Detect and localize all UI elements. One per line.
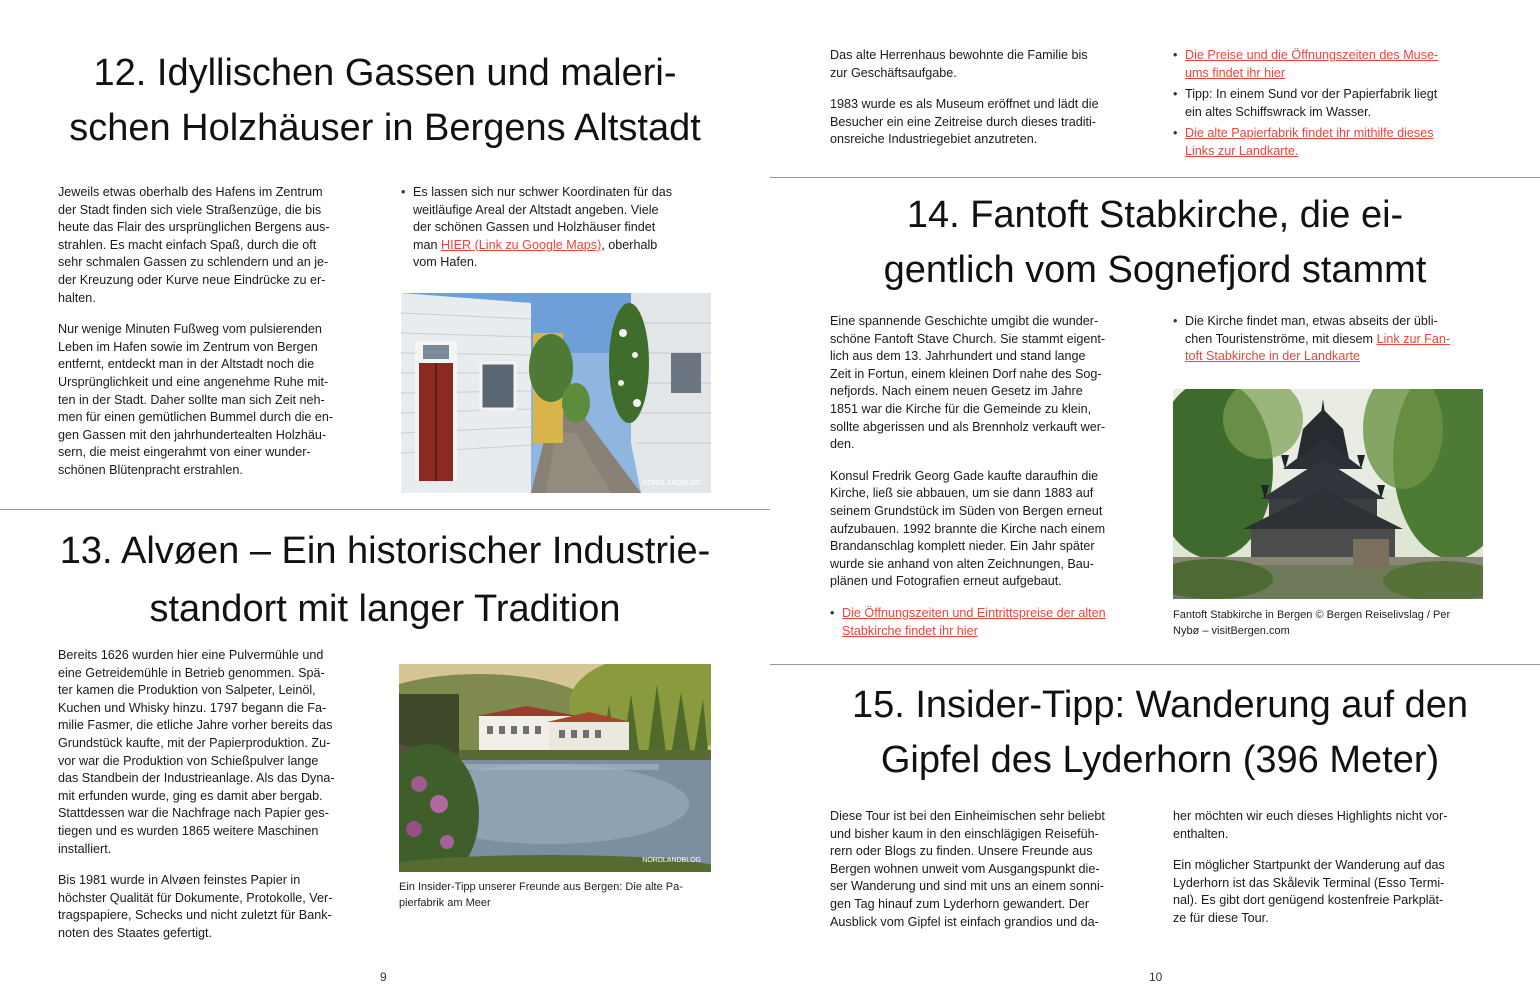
paragraph: 1983 wurde es als Museum eröffnet und lädt die Besucher ein eine Zeitreise durch dieses traditi- onsreiche Industriegebiet anzutreten.	[830, 97, 1099, 147]
bullet-item	[830, 605, 1150, 640]
paragraph: Nur wenige Minuten Fußweg vom pulsierenden Leben im Hafen sowie im Zentrum von Bergen entfernt, entdeckt man in der Altstadt noch die Ursprünglichkeit und eine angenehme Ruhe mit- ten in der Stadt. Daher sollte man sich Zeit neh- men für einen gemütlichen Bummel durch die en- gen Gassen mit den jahrhundertealten Holzhäu- sern, die meist eingerahmt von einer wunder- schönen Blütenpracht erstrahlen.	[58, 322, 334, 477]
bullet-item: • Die Kirche findet man, etwas abseits der übli- chen Touristenströme, mit diesem Link zur Fan- toft Stabkirche in der Landkarte	[1173, 313, 1493, 366]
stave-church-map-link[interactable]: Link zur Fan- toft Stabkirche in der Landkarte	[1185, 331, 1451, 364]
section-15-body	[830, 808, 1150, 945]
section-divider	[770, 177, 1540, 178]
page-number-10: 10	[1149, 970, 1163, 984]
photo-watermark: NORDLANDBLOG	[642, 480, 701, 487]
alvoen-bullet-list	[1173, 47, 1493, 165]
stave-church-photo	[1173, 389, 1483, 599]
paper-factory-map-link[interactable]: Die alte Papierfabrik findet ihr mithilfe dieses Links zur Landkarte.	[1185, 126, 1434, 158]
photo-watermark: NORDLANDBLOG	[642, 857, 701, 864]
bullet-item: • Tipp: In einem Sund vor der Papierfabrik liegt ein altes Schiffswrack im Wasser.	[1173, 86, 1493, 121]
section-14-body	[830, 313, 1150, 644]
museum-prices-link[interactable]: Die Preise und die Öffnungszeiten des Muse- ums findet ihr hier	[1185, 48, 1439, 80]
section-15-body-continued	[1173, 808, 1493, 942]
bullet-item: • Es lassen sich nur schwer Koordinaten für das weitläufige Areal der Altstadt angeben. Viele der schönen Gassen und Holzhäuser findet man HIER (Link zu Google Maps), oberhalb vom Hafen.	[401, 184, 721, 272]
page-number-9: 9	[380, 970, 387, 984]
google-maps-link[interactable]: HIER (Link zu Google Maps)	[441, 237, 602, 252]
section-12-bullet-list	[401, 184, 721, 276]
paragraph: Ein möglicher Startpunkt der Wanderung auf das Lyderhorn ist das Skålevik Terminal (Esso Termi- nal). Es gibt dort genügend kostenfreie Parkplät- ze für diese Tour.	[1173, 858, 1445, 925]
paragraph: Konsul Fredrik Georg Gade kaufte daraufhin die Kirche, ließ sie abbauen, um sie dann 1883 auf seinem Grundstück im Süden von Bergen erneut aufzubauen. 1992 brannte die Kirche nach einem Brandanschlag komplett nieder. Ein Jahr später wurde sie anhand von alten Zeichnungen, Bau- plänen und Fotografien erneut aufgebaut.	[830, 468, 1106, 589]
section-12-title: 12. Idyllischen Gassen und maleri- schen Holzhäuser in Bergens Altstadt	[69, 52, 701, 149]
paper-factory-caption: Ein Insider-Tipp unserer Freunde aus Bergen: Die alte Pa- pierfabrik am Meer	[399, 881, 683, 909]
bullet-item	[1173, 47, 1493, 82]
paragraph: her möchten wir euch dieses Highlights nicht vor- enthalten.	[1173, 809, 1448, 841]
section-15-title: 15. Insider-Tipp: Wanderung auf den Gipfel des Lyderhorn (396 Meter)	[851, 684, 1469, 781]
section-divider	[0, 509, 770, 510]
section-12-body	[58, 184, 378, 494]
section-13-title: 13. Alvøen – Ein historischer Industrie- standort mit langer Tradition	[59, 530, 711, 630]
stave-church-caption: Fantoft Stabkirche in Bergen © Bergen Reiselivslag / Per Nybø – visitBergen.com	[1173, 609, 1451, 637]
paragraph: Jeweils etwas oberhalb des Hafens im Zentrum der Stadt finden sich viele Straßenzüge, die bis heute das Flair des ursprünglichen Bergens aus- strahlen. Es macht einfach Spaß, durch die oft sehr schmalen Gassen zu schlendern und an je- der Kreuzung oder Kurve neue Eindrücke zu er- halten.	[58, 185, 330, 305]
paragraph: Bereits 1626 wurden hier eine Pulvermühle und eine Getreidemühle in Betrieb genommen. Spä- ter kamen die Produktion von Salpeter, Leinöl, Kuchen und Whisky hinzu. 1797 begann die Fa- milie Fasmer, die etliche Jahre vorher bereits das Grundstück kaufte, mit der Papierproduktion. Zu- vor war die Produktion von Schießpulver lange das Standbein der Industrieanlage. Als das Dyna- mit erfunden wurde, ging es damit aber bergab. Stattdessen war die Nachfrage nach Papier ges- tiegen und es wurden 1865 weitere Maschinen installiert.	[58, 648, 335, 856]
bullet-item	[1173, 125, 1493, 160]
section-14-bullet-list	[1173, 313, 1493, 370]
paragraph: Bis 1981 wurde in Alvøen feinstes Papier in höchster Qualität für Dokumente, Protokolle, Ver- tragspapiere, Schecks und nicht zuletzt für Bank- noten des Staates gefertigt.	[58, 873, 333, 940]
alvoen-continued-body	[830, 47, 1150, 163]
stave-church-hours-link[interactable]: Die Öffnungszeiten und Eintrittspreise der alten Stabkirche findet ihr hier	[842, 605, 1106, 638]
section-14-title: 14. Fantoft Stabkirche, die ei- gentlich vom Sognefjord stammt	[883, 194, 1427, 291]
paragraph: Das alte Herrenhaus bewohnte die Familie bis zur Geschäftsaufgabe.	[830, 48, 1088, 80]
section-divider	[770, 664, 1540, 665]
section-13-body	[58, 647, 378, 957]
paragraph: Eine spannende Geschichte umgibt die wunder- schöne Fantoft Stave Church. Sie stammt eigent- lich aus dem 13. Jahrhundert und stand lange Zeit in Fortun, einem kleinen Dorf nahe des Sog- nefjords. Nach einem neuen Gesetz im Jahre 1851 war die Kirche für die Gemeinde zu klein, sollte abgerissen und als Brennholz verkauft wer- den.	[830, 314, 1106, 452]
paragraph: Diese Tour ist bei den Einheimischen sehr beliebt und bisher kaum in den einschlägigen Reisefüh- rern oder Blogs zu finden. Unsere Freunde aus Bergen wohnen unweit vom Ausgangspunkt die- ser Wanderung und sind mit uns an einem sonni- gen Tag hinauf zum Lyderhorn gewandert. Der Ausblick vom Gipfel ist einfach grandios und da-	[830, 809, 1105, 929]
paper-factory-photo	[399, 664, 711, 872]
old-town-alley-photo	[401, 293, 711, 493]
